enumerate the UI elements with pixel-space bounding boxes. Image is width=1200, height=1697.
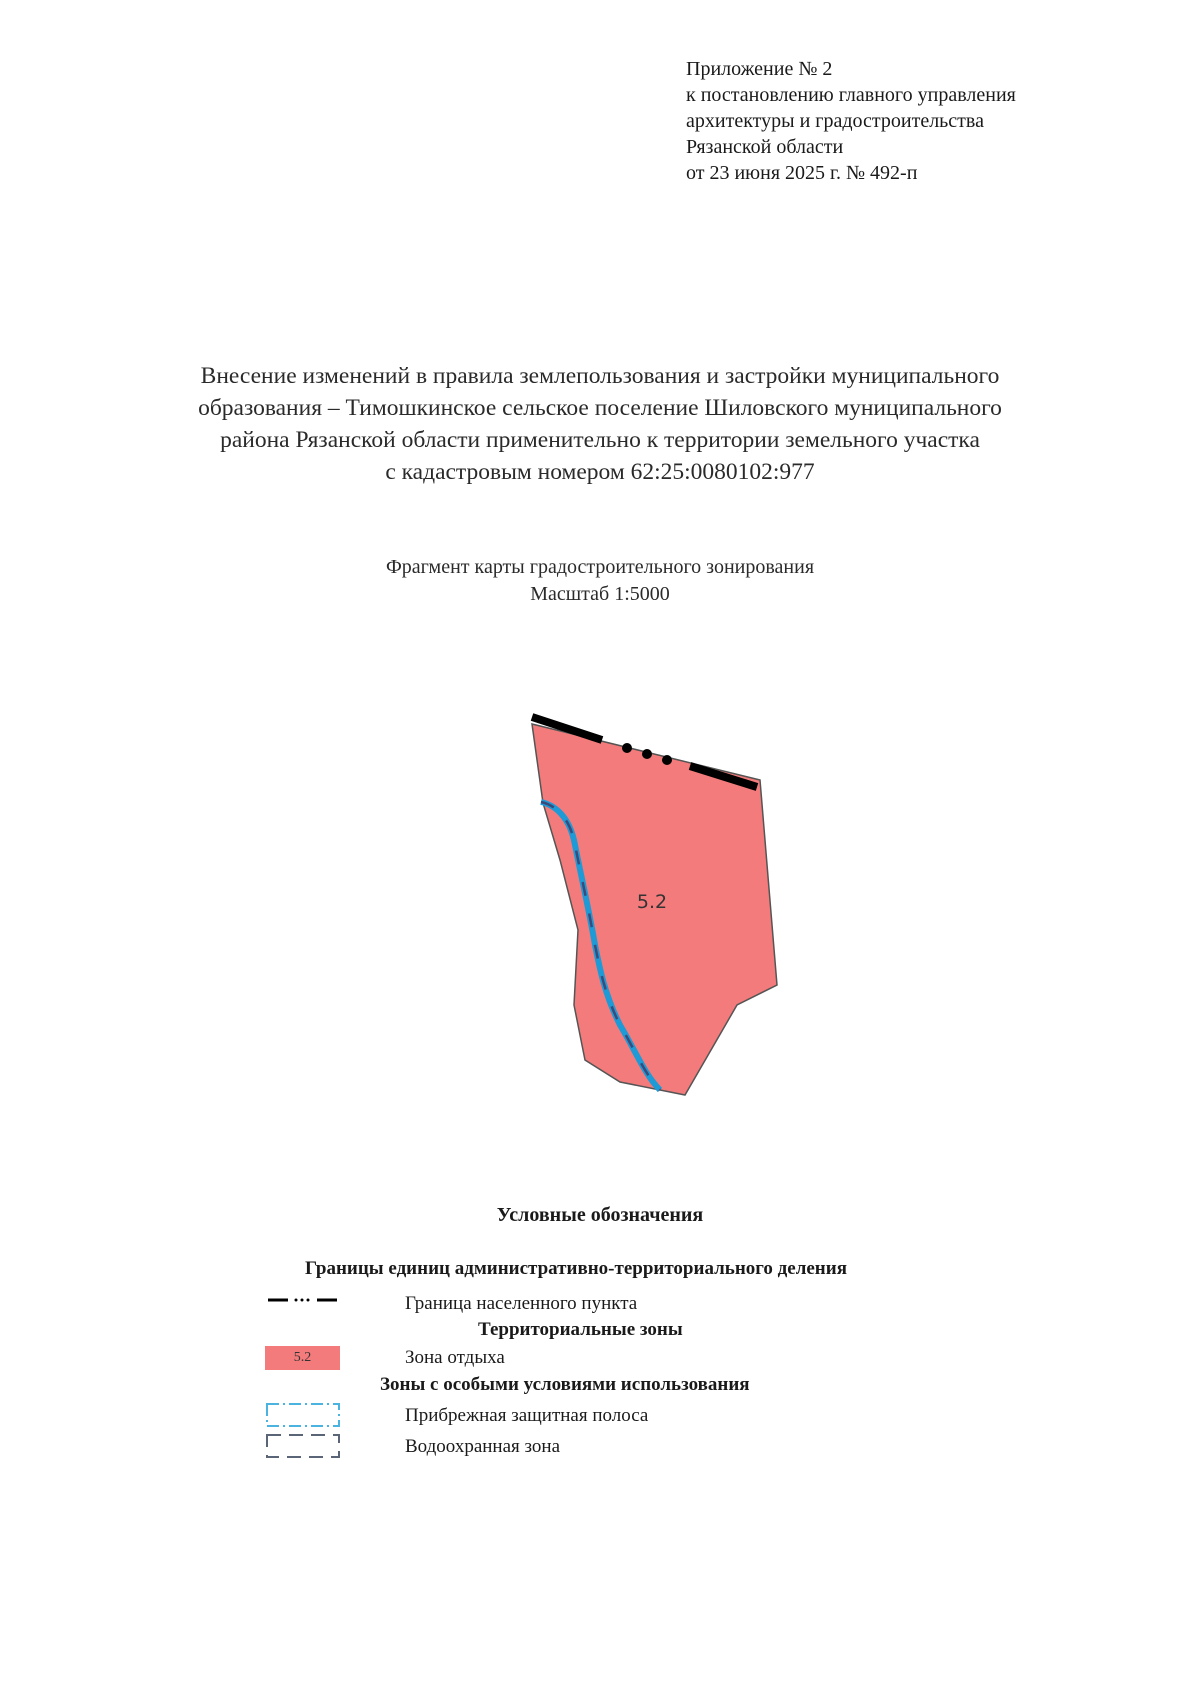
coastal-strip-symbol (265, 1402, 345, 1428)
settlement-border-symbol (265, 1293, 345, 1307)
zone-swatch: 5.2 (265, 1346, 340, 1370)
map-caption-line: Фрагмент карты градостроительного зонирования (385, 556, 815, 578)
map-caption (300, 554, 900, 608)
annex-line: Приложение № 2 (686, 58, 833, 80)
legend-group-special: Зоны с особыми условиями использования (380, 1374, 750, 1395)
zone-label: 5.2 (636, 891, 668, 913)
water-protection-symbol (265, 1433, 345, 1459)
annex-line: архитектуры и градостроительства (686, 110, 984, 132)
legend-zone-name: Зона отдыха (405, 1347, 505, 1368)
legend-water-protection: Водоохранная зона (405, 1436, 561, 1457)
title-line: района Рязанской области применительно к территории земельного участка (220, 427, 980, 453)
annex-line: от 23 июня 2025 г. № 492-п (686, 162, 918, 184)
legend-settlement-border: Граница населенного пункта (405, 1293, 638, 1314)
legend-title: Условные обозначения (496, 1204, 704, 1226)
title-line: Внесение изменений в правила землепользования и застройки муниципального (200, 363, 1000, 389)
legend-coastal-strip: Прибрежная защитная полоса (405, 1405, 649, 1426)
title-line: с кадастровым номером 62:25:0080102:977 (385, 459, 815, 485)
annex-line: к постановлению главного управления (686, 84, 1016, 106)
document-title (150, 360, 1050, 488)
zoning-map (520, 705, 790, 1105)
annex-header (686, 56, 1016, 186)
legend-group-zones: Территориальные зоны (478, 1319, 683, 1340)
title-line: образования – Тимошкинское сельское поселение Шиловского муниципального (198, 395, 1002, 421)
annex-line: Рязанской области (686, 136, 844, 158)
legend-group-admin: Границы единиц административно-территориального деления (305, 1258, 847, 1279)
map-scale: Масштаб 1:5000 (530, 583, 670, 605)
